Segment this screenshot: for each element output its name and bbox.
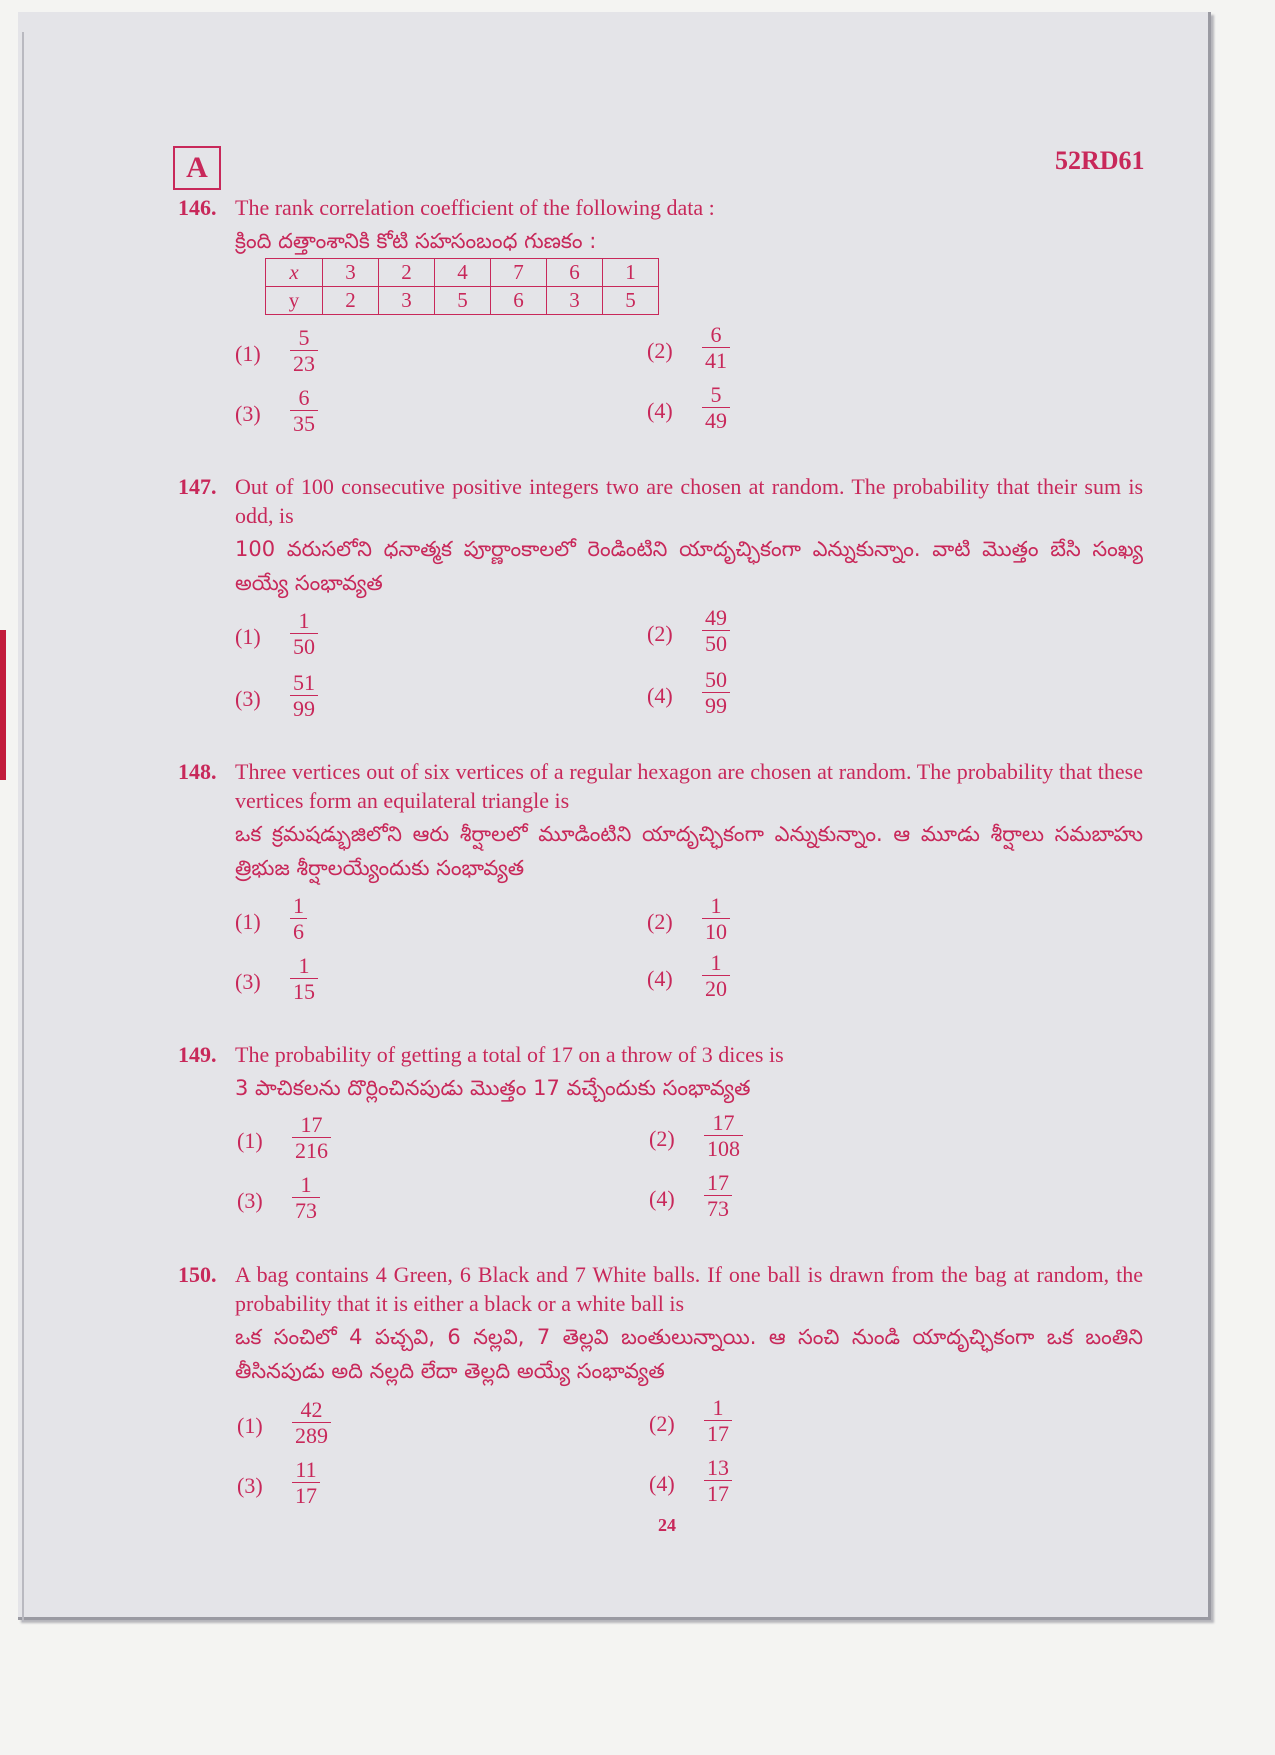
fraction (292, 1172, 320, 1223)
fraction (704, 1455, 732, 1506)
option-label: (4) (649, 1471, 675, 1496)
question-147 (178, 472, 1143, 600)
denominator: 73 (292, 1197, 320, 1223)
option-label: (3) (237, 1473, 263, 1498)
data-table (265, 258, 659, 315)
denominator: 17 (704, 1480, 732, 1506)
question-148 (178, 757, 1143, 885)
numerator: 17 (300, 1112, 323, 1137)
fraction (702, 382, 730, 433)
table-cell: 1 (603, 259, 659, 287)
question-number: 150. (178, 1262, 217, 1287)
fraction (290, 608, 318, 659)
denominator: 99 (290, 695, 318, 721)
question-number: 149. (178, 1042, 217, 1067)
denominator: 10 (702, 918, 730, 944)
numerator: 6 (298, 385, 310, 410)
option-label: (2) (649, 1411, 675, 1436)
question-146 (178, 193, 1143, 258)
fraction (292, 1397, 331, 1448)
numerator: 5 (710, 382, 722, 407)
numerator: 50 (705, 667, 727, 692)
fraction (292, 1112, 331, 1163)
option-label: (2) (647, 338, 673, 363)
question-text-en: Out of 100 consecutive positive integers two are chosen at random. The probability that their sum is odd, is (235, 474, 1143, 528)
question-text-en: A bag contains 4 Green, 6 Black and 7 White balls. If one ball is drawn from the bag at random, the probability that it is either a black or a white ball is (235, 1262, 1143, 1316)
denominator: 216 (292, 1137, 331, 1163)
denominator: 35 (290, 410, 318, 436)
fraction (290, 953, 318, 1004)
question-text-en: Three vertices out of six vertices of a regular hexagon are chosen at random. The probability that these vertices form an equilateral triangle is (235, 759, 1143, 813)
fraction (292, 1457, 320, 1508)
option-label: (3) (235, 686, 261, 711)
numerator: 1 (300, 1172, 312, 1197)
fraction (290, 893, 307, 944)
table-cell: 3 (323, 259, 379, 287)
table-cell: y (266, 287, 323, 315)
set-label: A (173, 146, 221, 190)
denominator: 50 (702, 630, 730, 656)
denominator: 17 (292, 1482, 320, 1508)
numerator: 13 (707, 1455, 729, 1480)
table-cell: 6 (547, 259, 603, 287)
table-cell: 6 (491, 287, 547, 315)
option-label: (4) (647, 683, 673, 708)
question-number: 147. (178, 474, 217, 499)
question-text-te: ఒక క్రమషడ్భుజిలోని ఆరు శీర్షాలలో మూడింటిని యాదృచ్ఛికంగా ఎన్నుకున్నాం. ఆ మూడు శీర్షాలు సమబాహు త్రిభుజ శీర్షాలయ్యేందుకు సంభావ్యత (235, 822, 1143, 880)
numerator: 6 (710, 322, 722, 347)
option-label: (1) (235, 909, 261, 934)
option-label: (2) (647, 909, 673, 934)
denominator: 73 (704, 1195, 732, 1221)
option-label: (1) (237, 1413, 263, 1438)
numerator: 1 (293, 893, 304, 918)
table-cell: 2 (379, 259, 435, 287)
numerator: 49 (705, 605, 727, 630)
numerator: 17 (707, 1170, 729, 1195)
option-label: (1) (237, 1128, 263, 1153)
table-cell: 5 (435, 287, 491, 315)
denominator: 99 (702, 692, 730, 718)
numerator: 51 (293, 670, 315, 695)
denominator: 23 (290, 350, 318, 376)
fraction (704, 1110, 743, 1161)
numerator: 5 (298, 325, 310, 350)
option-label: (3) (237, 1188, 263, 1213)
denominator: 108 (704, 1135, 743, 1161)
question-text-te: క్రింది దత్తాంశానికి కోటి సహసంబంధ గుణకం : (235, 229, 597, 253)
numerator: 1 (298, 953, 310, 978)
fraction (702, 667, 730, 718)
option-label: (3) (235, 969, 261, 994)
question-150 (178, 1260, 1143, 1388)
numerator: 1 (298, 608, 310, 633)
option-label: (2) (647, 621, 673, 646)
fraction (702, 950, 730, 1001)
option-label: (4) (647, 966, 673, 991)
denominator: 17 (704, 1420, 732, 1446)
binding-mark (0, 630, 6, 780)
question-text-te: 3 పాచికలను దొర్లించినపుడు మొత్తం 17 వచ్చేందుకు సంభావ్యత (235, 1076, 751, 1100)
sheet-edge (22, 32, 34, 1622)
option-label: (2) (649, 1126, 675, 1151)
option-label: (3) (235, 401, 261, 426)
fraction (290, 670, 318, 721)
question-text-en: The rank correlation coefficient of the following data : (235, 195, 715, 220)
numerator: 1 (712, 1395, 724, 1420)
fraction (290, 325, 318, 376)
option-label: (1) (235, 341, 261, 366)
fraction (702, 605, 730, 656)
option-label: (1) (235, 624, 261, 649)
numerator: 1 (710, 893, 722, 918)
question-text-en: The probability of getting a total of 17 on a throw of 3 dices is (235, 1042, 784, 1067)
table-cell: 4 (435, 259, 491, 287)
table-cell: 5 (603, 287, 659, 315)
denominator: 50 (290, 633, 318, 659)
numerator: 11 (295, 1457, 317, 1482)
page-number: 24 (658, 1515, 676, 1535)
denominator: 6 (290, 918, 307, 944)
table-cell: 3 (547, 287, 603, 315)
table-cell: 3 (379, 287, 435, 315)
question-text-te: 100 వరుసలోని ధనాత్మక పూర్ణాంకాలలో రెండింటిని యాదృచ్ఛికంగా ఎన్నుకున్నాం. వాటి మొత్తం బేసి సంఖ్య అయ్యే సంభావ్యత (235, 537, 1143, 595)
question-number: 146. (178, 195, 217, 220)
table-cell: x (266, 259, 323, 287)
option-label: (4) (647, 398, 673, 423)
table-row-y (266, 287, 659, 315)
denominator: 20 (702, 975, 730, 1001)
fraction (702, 322, 730, 373)
question-149 (178, 1040, 1143, 1105)
question-number: 148. (178, 759, 217, 784)
denominator: 49 (702, 407, 730, 433)
denominator: 289 (292, 1422, 331, 1448)
numerator: 17 (712, 1110, 735, 1135)
paper-code: 52RD61 (1055, 146, 1145, 175)
numerator: 42 (300, 1397, 323, 1422)
table-cell: 2 (323, 287, 379, 315)
denominator: 41 (702, 347, 730, 373)
fraction (290, 385, 318, 436)
fraction (704, 1395, 732, 1446)
fraction (704, 1170, 732, 1221)
table-row-x (266, 259, 659, 287)
denominator: 15 (290, 978, 318, 1004)
table-cell: 7 (491, 259, 547, 287)
question-text-te: ఒక సంచిలో 4 పచ్చవి, 6 నల్లవి, 7 తెల్లవి బంతులున్నాయి. ఆ సంచి నుండి యాదృచ్ఛికంగా ఒక బంతిని తీసినపుడు అది నల్లది లేదా తెల్లది అయ్యే సంభావ్యత (235, 1325, 1143, 1383)
option-label: (4) (649, 1186, 675, 1211)
fraction (702, 893, 730, 944)
numerator: 1 (710, 950, 722, 975)
